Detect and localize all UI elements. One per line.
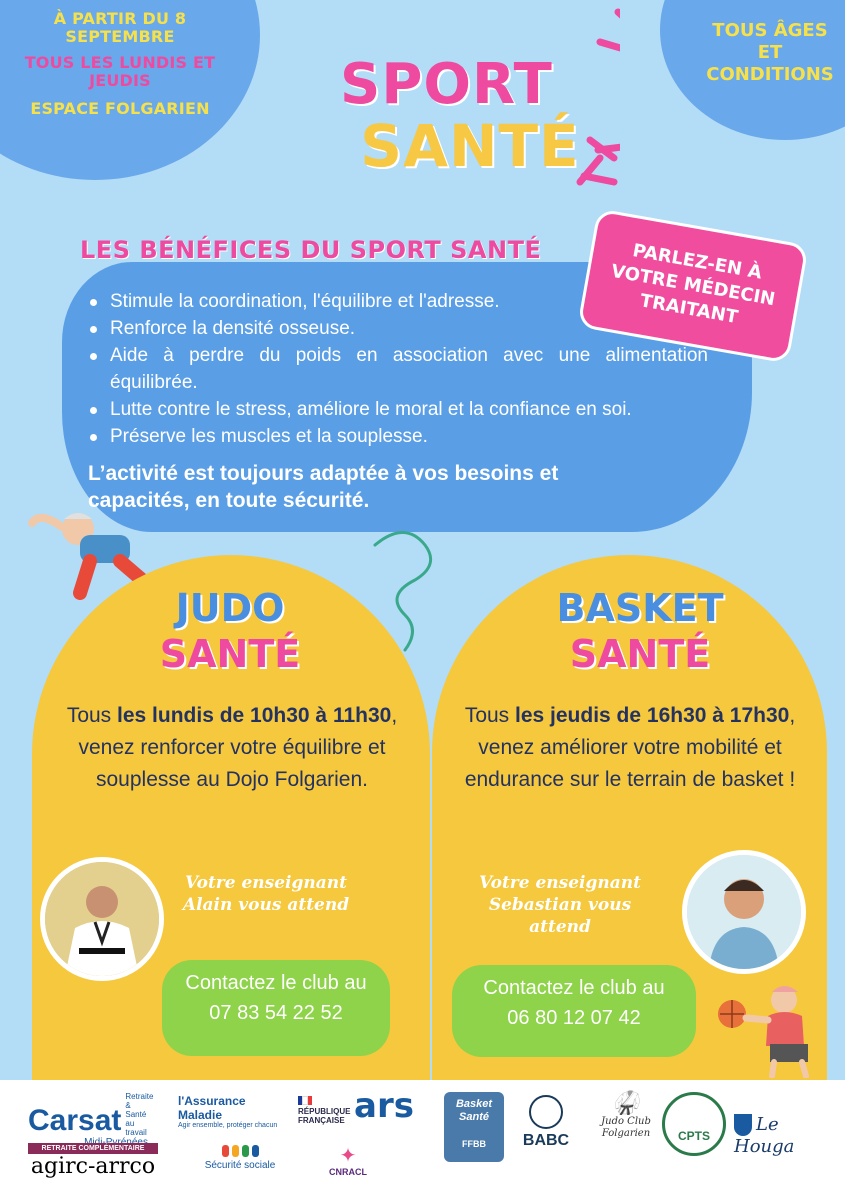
ars-logo: ars [354,1086,414,1126]
houga-name: Le Houga [734,1114,795,1157]
cnracl-logo [326,1145,370,1177]
le-houga-logo [734,1114,834,1157]
basket-title-line2: SANTÉ [569,632,711,676]
list-item: Aide à perdre du poids en association avec une alimentation équilibrée. [88,342,708,396]
babc-logo [514,1095,578,1150]
benefits-heading: LES BÉNÉFICES DU SPORT SANTÉ [80,236,542,264]
basket-phone[interactable]: 06 80 12 07 42 [507,1007,641,1029]
judo-title-line1: JUDO [175,586,285,630]
assurance-maladie-logo [178,1094,288,1129]
judo-club-logo [590,1092,662,1140]
agirc-name: agirc-arrco [30,1154,156,1179]
benefits-footer: L’activité est toujours adaptée à vos besoins et capacités, en toute sécurité. [88,462,559,512]
securite-sociale-logo [200,1145,280,1171]
coat-of-arms-icon [734,1114,752,1136]
doctor-badge-text: PARLEZ-EN À VOTRE MÉDECIN TRAITANT [609,240,777,329]
venue: ESPACE FOLGARIEN [30,99,210,118]
basket-title [530,585,750,677]
judo-contact-label: Contactez le club au [185,972,367,994]
list-item: Lutte contre le stress, améliore le moral et la confiance en soi. [88,396,708,423]
people-icon [200,1145,280,1157]
carsat-tagline: Retraite & Santé au travail [125,1092,154,1137]
event-info [0,10,240,118]
basket-contact [452,965,696,1057]
ameli-tagline: Agir ensemble, protéger chacun [178,1122,278,1129]
judo-phone[interactable]: 07 83 54 22 52 [209,1002,343,1024]
judo-title-line2: SANTÉ [159,632,301,676]
list-item: Stimule la coordination, l'équilibre et l'adresse. [88,288,708,315]
secu-name: Sécurité sociale [204,1160,276,1171]
republique-francaise-logo [298,1096,354,1125]
list-item: Préserve les muscles et la souplesse. [88,423,708,450]
ameli-name: l'Assurance Maladie [178,1094,246,1122]
carsat-name: Carsat [28,1104,122,1137]
rf-name: RÉPUBLIQUE FRANÇAISE [298,1107,351,1125]
judo-teacher-photo [40,857,164,981]
ffbb-name: FFBB [462,1139,486,1149]
cnracl-icon: ✦ [339,1145,357,1167]
basket-description: Tous les jeudis de 16h30 à 17h30, venez améliorer votre mobilité et endurance sur le terrain de basket ! [464,704,796,791]
basket-teacher: Votre enseignant Sebastian vous attend [478,873,641,937]
cpts-name: CPTS [677,1129,710,1143]
judo-description: Tous les lundis de 10h30 à 11h30, venez renforcer votre équilibre et souplesse au Dojo Folgarien. [66,704,398,791]
agirc-bar-text: RETRAITE COMPLÉMENTAIRE [28,1143,158,1154]
start-date: À PARTIR DU 8 SEPTEMBRE [53,9,187,46]
basketball-icon [529,1095,563,1129]
cnracl-name: CNRACL [329,1167,367,1177]
list-item: Renforce la densité osseuse. [88,315,708,342]
judo-title [120,585,340,677]
title-sante: SANTÉ [360,112,580,180]
basket-teacher-photo [682,850,806,974]
title-sport: SPORT [340,52,553,117]
basket-sante-name: Basket Santé [455,1098,493,1123]
basket-sante-logo [444,1092,504,1162]
judo-teacher: Votre enseignant Alain vous attend [182,873,350,915]
days: TOUS LES LUNDIS ET JEUDIS [24,53,216,90]
audience: TOUS ÂGES ET CONDITIONS [706,20,834,85]
carsat-logo [28,1092,154,1148]
basket-title-line1: BASKET [556,586,724,630]
judo-club-name: Judo Club Folgarien [601,1116,651,1139]
basketball-player-illustration [712,978,822,1078]
judoka-icon: 🥋 [612,1091,640,1116]
babc-name: BABC [522,1132,570,1149]
flag-icon [298,1096,312,1105]
benefits-list [88,288,708,450]
basket-contact-label: Contactez le club au [483,977,665,999]
judo-contact [162,960,390,1056]
agirc-arrco-logo [28,1143,158,1180]
cpts-logo [662,1092,726,1156]
